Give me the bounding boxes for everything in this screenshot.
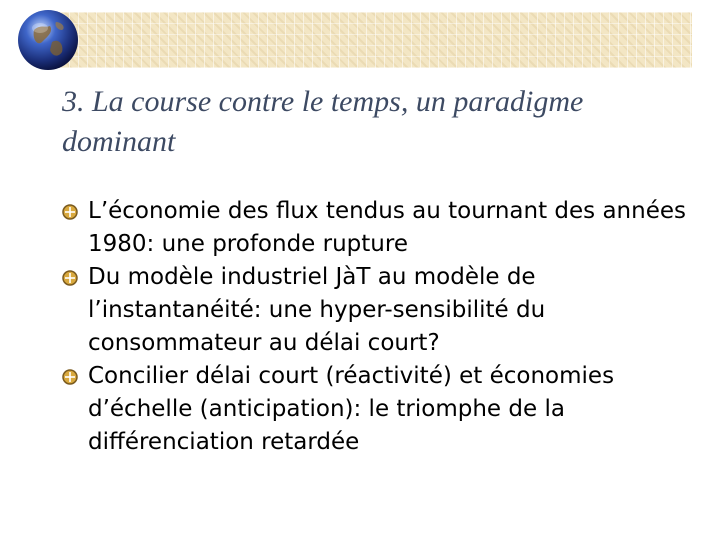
bullet-text: Du modèle industriel JàT au modèle de l’instantanéité: une hyper-sensibilité du consommateur au délai court? bbox=[88, 264, 546, 356]
bullet-cross-icon bbox=[62, 270, 78, 286]
slide-title: 3. La course contre le temps, un paradigme dominant bbox=[62, 85, 584, 158]
bullet-cross-icon bbox=[62, 204, 78, 220]
bullet-item bbox=[62, 195, 702, 261]
bullet-item bbox=[62, 360, 702, 459]
bullet-item bbox=[62, 261, 702, 360]
bullet-text: L’économie des flux tendus au tournant des années 1980: une profonde rupture bbox=[88, 198, 686, 257]
bullet-text: Concilier délai court (réactivité) et économies d’échelle (anticipation): le triomphe de la différenciation retardée bbox=[88, 363, 615, 455]
bullet-list bbox=[62, 195, 702, 459]
globe-icon bbox=[16, 8, 80, 72]
header-banner bbox=[58, 12, 692, 68]
bullet-cross-icon bbox=[62, 369, 78, 385]
